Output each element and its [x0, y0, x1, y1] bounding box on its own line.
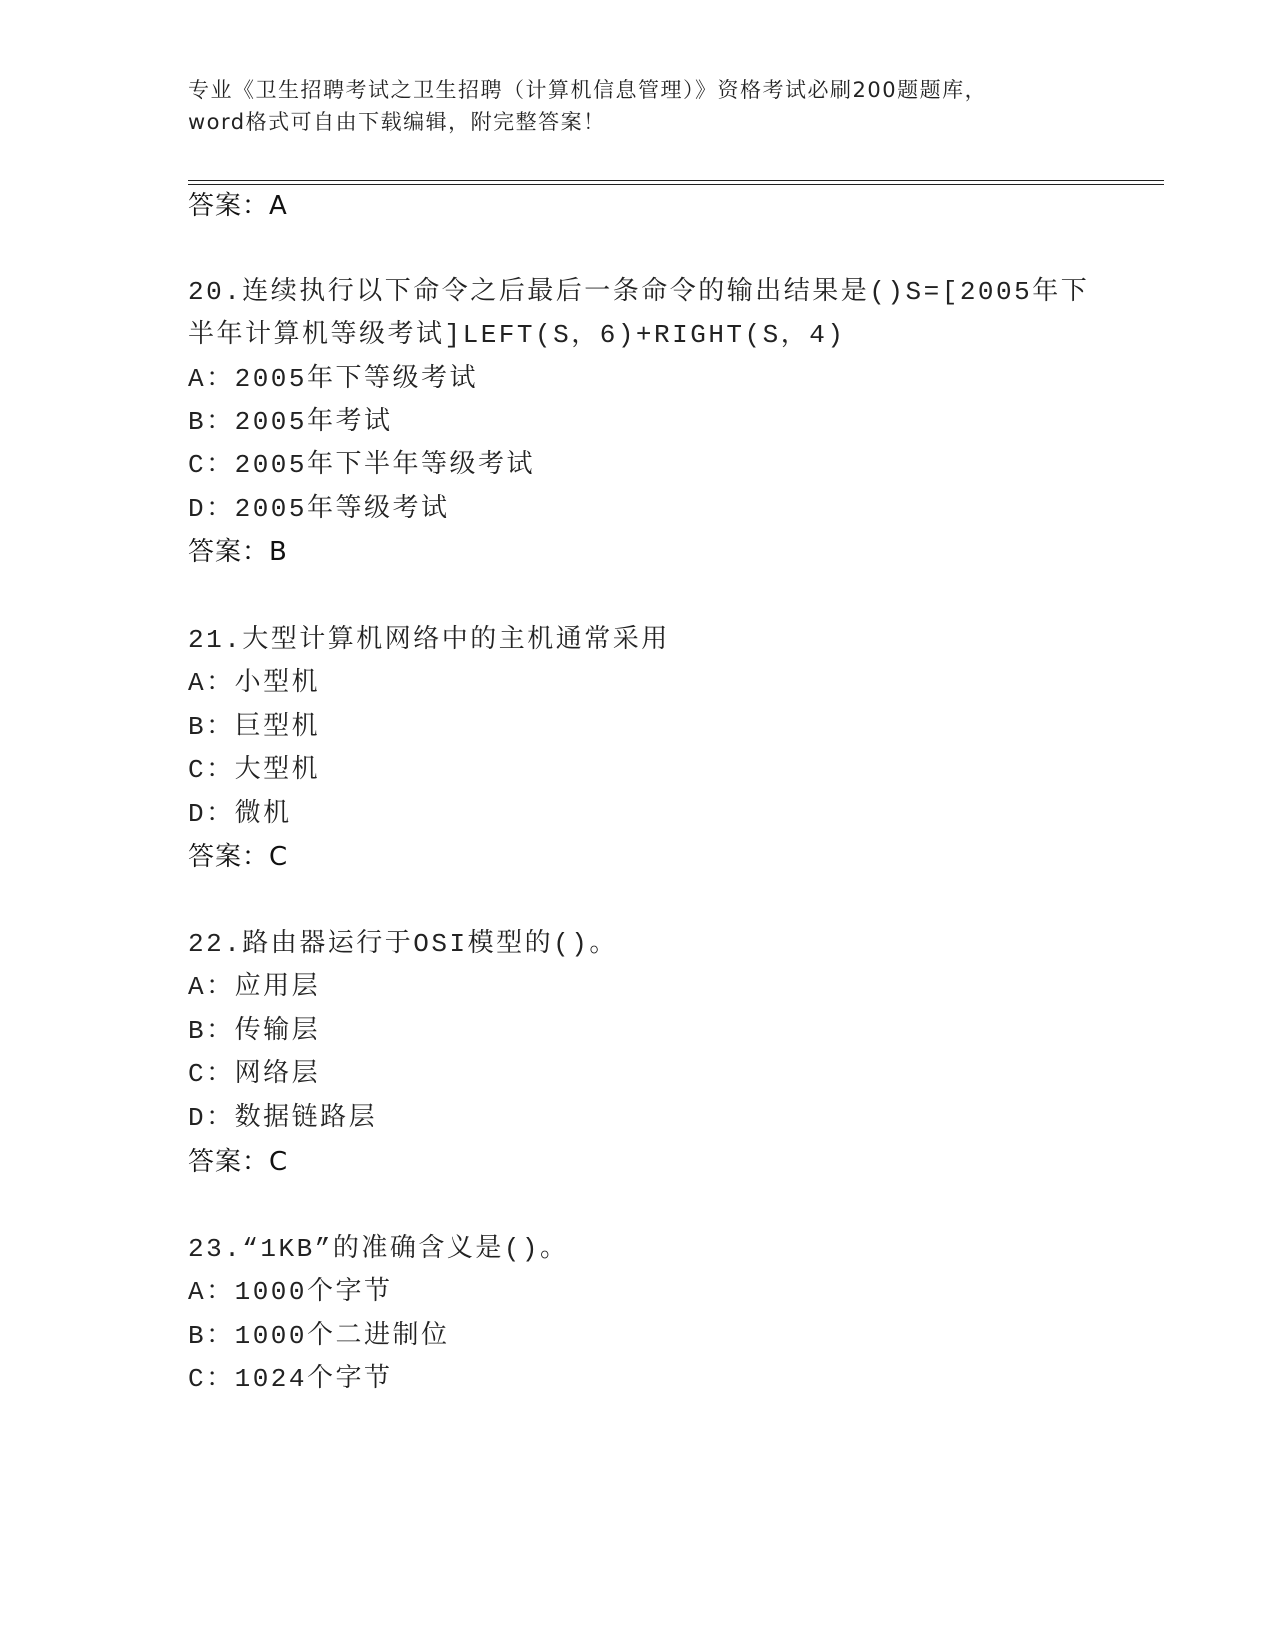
header-line-1: 专业《卫生招聘考试之卫生招聘（计算机信息管理）》资格考试必刷200题题库， — [188, 78, 988, 102]
answer-line: 答案：C — [188, 1147, 289, 1177]
option-d: D：微机 — [188, 799, 292, 829]
answer-line: 答案：B — [188, 537, 288, 567]
option-c: C：2005年下半年等级考试 — [188, 450, 536, 480]
option-b: B：巨型机 — [188, 712, 321, 742]
question-stem: 23.“1KB”的准确含义是()。 — [188, 1234, 569, 1264]
question-stem: 20.连续执行以下命令之后最后一条命令的输出结果是()S=[2005年下 — [188, 277, 1090, 307]
question-stem: 22.路由器运行于OSI模型的()。 — [188, 929, 618, 959]
header-divider — [188, 184, 1164, 185]
option-c: C：网络层 — [188, 1059, 321, 1089]
document-header — [188, 74, 1088, 138]
header-divider — [188, 180, 1164, 181]
option-a: A：2005年下等级考试 — [188, 364, 479, 394]
answer-line: 答案：C — [188, 842, 289, 872]
option-d: D：2005年等级考试 — [188, 494, 450, 524]
option-a: A：1000个字节 — [188, 1277, 393, 1307]
question-stem: 21.大型计算机网络中的主机通常采用 — [188, 625, 670, 655]
option-b: B：2005年考试 — [188, 407, 393, 437]
option-b: B：传输层 — [188, 1016, 321, 1046]
header-line-2: word格式可自由下载编辑，附完整答案！ — [188, 110, 606, 134]
option-c: C：1024个字节 — [188, 1364, 393, 1394]
answer-line: 答案：A — [188, 191, 288, 221]
option-d: D：数据链路层 — [188, 1103, 378, 1133]
option-a: A：应用层 — [188, 972, 321, 1002]
option-c: C：大型机 — [188, 755, 321, 785]
option-b: B：1000个二进制位 — [188, 1321, 450, 1351]
option-a: A：小型机 — [188, 668, 321, 698]
question-stem: 半年计算机等级考试]LEFT(S，6)+RIGHT(S，4) — [188, 320, 846, 350]
